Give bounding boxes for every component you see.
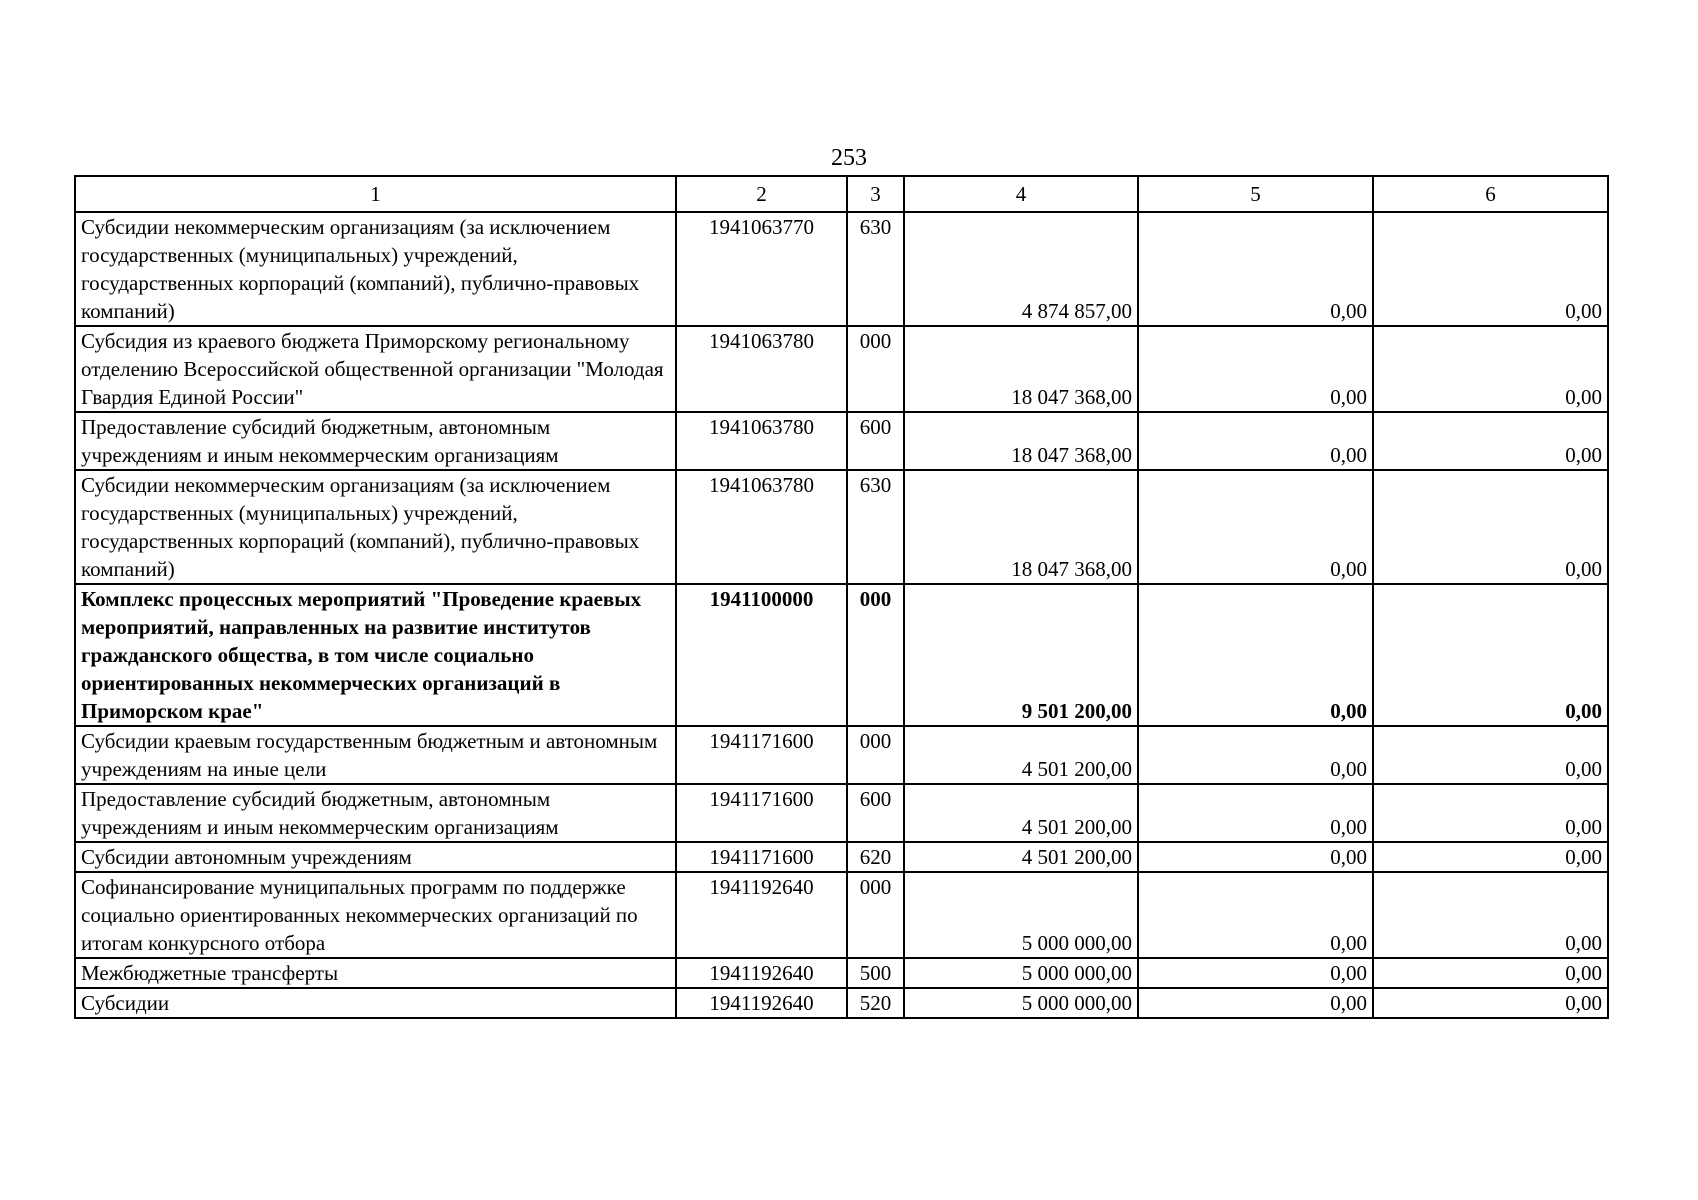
expense-type-code: 620	[847, 842, 904, 872]
target-code: 1941063780	[676, 412, 847, 470]
target-code: 1941192640	[676, 872, 847, 958]
amount-col6: 0,00	[1373, 212, 1608, 326]
amount-col6: 0,00	[1373, 842, 1608, 872]
table-row	[75, 988, 1608, 1018]
budget-table	[74, 175, 1609, 1019]
amount-col4: 9 501 200,00	[904, 584, 1138, 726]
item-name: Субсидии	[75, 988, 676, 1018]
amount-col6: 0,00	[1373, 326, 1608, 412]
table-row	[75, 726, 1608, 784]
amount-col5: 0,00	[1138, 212, 1373, 326]
table-row	[75, 412, 1608, 470]
table-row	[75, 326, 1608, 412]
amount-col4: 4 874 857,00	[904, 212, 1138, 326]
item-name: Субсидии автономным учреждениям	[75, 842, 676, 872]
table-row	[75, 470, 1608, 584]
expense-type-code: 000	[847, 584, 904, 726]
table-row	[75, 958, 1608, 988]
target-code: 1941192640	[676, 988, 847, 1018]
amount-col5: 0,00	[1138, 470, 1373, 584]
item-name: Софинансирование муниципальных программ по поддержке социально ориентированных некоммерческих организаций по итогам конкурсного отбора	[75, 872, 676, 958]
amount-col6: 0,00	[1373, 470, 1608, 584]
target-code: 1941171600	[676, 726, 847, 784]
target-code: 1941171600	[676, 784, 847, 842]
target-code: 1941192640	[676, 958, 847, 988]
expense-type-code: 000	[847, 872, 904, 958]
amount-col5: 0,00	[1138, 726, 1373, 784]
amount-col4: 18 047 368,00	[904, 326, 1138, 412]
target-code: 1941063780	[676, 470, 847, 584]
item-name: Субсидия из краевого бюджета Приморскому региональному отделению Всероссийской общественной организации "Молодая Гвардия Единой России"	[75, 326, 676, 412]
amount-col4: 5 000 000,00	[904, 872, 1138, 958]
amount-col6: 0,00	[1373, 988, 1608, 1018]
column-header-2: 2	[676, 176, 847, 212]
column-header-5: 5	[1138, 176, 1373, 212]
item-name: Межбюджетные трансферты	[75, 958, 676, 988]
table-row	[75, 784, 1608, 842]
target-code: 1941063770	[676, 212, 847, 326]
column-header-1: 1	[75, 176, 676, 212]
amount-col5: 0,00	[1138, 784, 1373, 842]
column-header-3: 3	[847, 176, 904, 212]
table-row	[75, 212, 1608, 326]
item-name: Комплекс процессных мероприятий "Проведение краевых мероприятий, направленных на развитие институтов гражданского общества, в том числе социально ориентированных некоммерческих организаций в Приморском крае"	[75, 584, 676, 726]
expense-type-code: 000	[847, 726, 904, 784]
column-header-4: 4	[904, 176, 1138, 212]
item-name: Предоставление субсидий бюджетным, автономным учреждениям и иным некоммерческим организациям	[75, 784, 676, 842]
page-number: 253	[831, 145, 867, 171]
table-row-section	[75, 584, 1608, 726]
amount-col5: 0,00	[1138, 326, 1373, 412]
amount-col6: 0,00	[1373, 412, 1608, 470]
table-row	[75, 872, 1608, 958]
target-code: 1941063780	[676, 326, 847, 412]
item-name: Субсидии краевым государственным бюджетным и автономным учреждениям на иные цели	[75, 726, 676, 784]
amount-col5: 0,00	[1138, 958, 1373, 988]
amount-col4: 18 047 368,00	[904, 470, 1138, 584]
target-code: 1941100000	[676, 584, 847, 726]
amount-col5: 0,00	[1138, 584, 1373, 726]
item-name: Предоставление субсидий бюджетным, автономным учреждениям и иным некоммерческим организациям	[75, 412, 676, 470]
amount-col4: 4 501 200,00	[904, 784, 1138, 842]
amount-col5: 0,00	[1138, 872, 1373, 958]
expense-type-code: 000	[847, 326, 904, 412]
item-name: Субсидии некоммерческим организациям (за исключением государственных (муниципальных) учреждений, государственных корпораций (компаний), публично-правовых компаний)	[75, 470, 676, 584]
amount-col4: 4 501 200,00	[904, 842, 1138, 872]
amount-col5: 0,00	[1138, 412, 1373, 470]
amount-col6: 0,00	[1373, 872, 1608, 958]
amount-col6: 0,00	[1373, 726, 1608, 784]
target-code: 1941171600	[676, 842, 847, 872]
amount-col4: 5 000 000,00	[904, 988, 1138, 1018]
amount-col5: 0,00	[1138, 842, 1373, 872]
expense-type-code: 600	[847, 412, 904, 470]
expense-type-code: 600	[847, 784, 904, 842]
amount-col4: 18 047 368,00	[904, 412, 1138, 470]
table-row	[75, 842, 1608, 872]
amount-col5: 0,00	[1138, 988, 1373, 1018]
amount-col6: 0,00	[1373, 958, 1608, 988]
amount-col4: 4 501 200,00	[904, 726, 1138, 784]
expense-type-code: 630	[847, 470, 904, 584]
amount-col6: 0,00	[1373, 584, 1608, 726]
amount-col6: 0,00	[1373, 784, 1608, 842]
expense-type-code: 500	[847, 958, 904, 988]
expense-type-code: 520	[847, 988, 904, 1018]
column-header-6: 6	[1373, 176, 1608, 212]
amount-col4: 5 000 000,00	[904, 958, 1138, 988]
expense-type-code: 630	[847, 212, 904, 326]
table-header-row	[75, 176, 1608, 212]
item-name: Субсидии некоммерческим организациям (за исключением государственных (муниципальных) учреждений, государственных корпораций (компаний), публично-правовых компаний)	[75, 212, 676, 326]
